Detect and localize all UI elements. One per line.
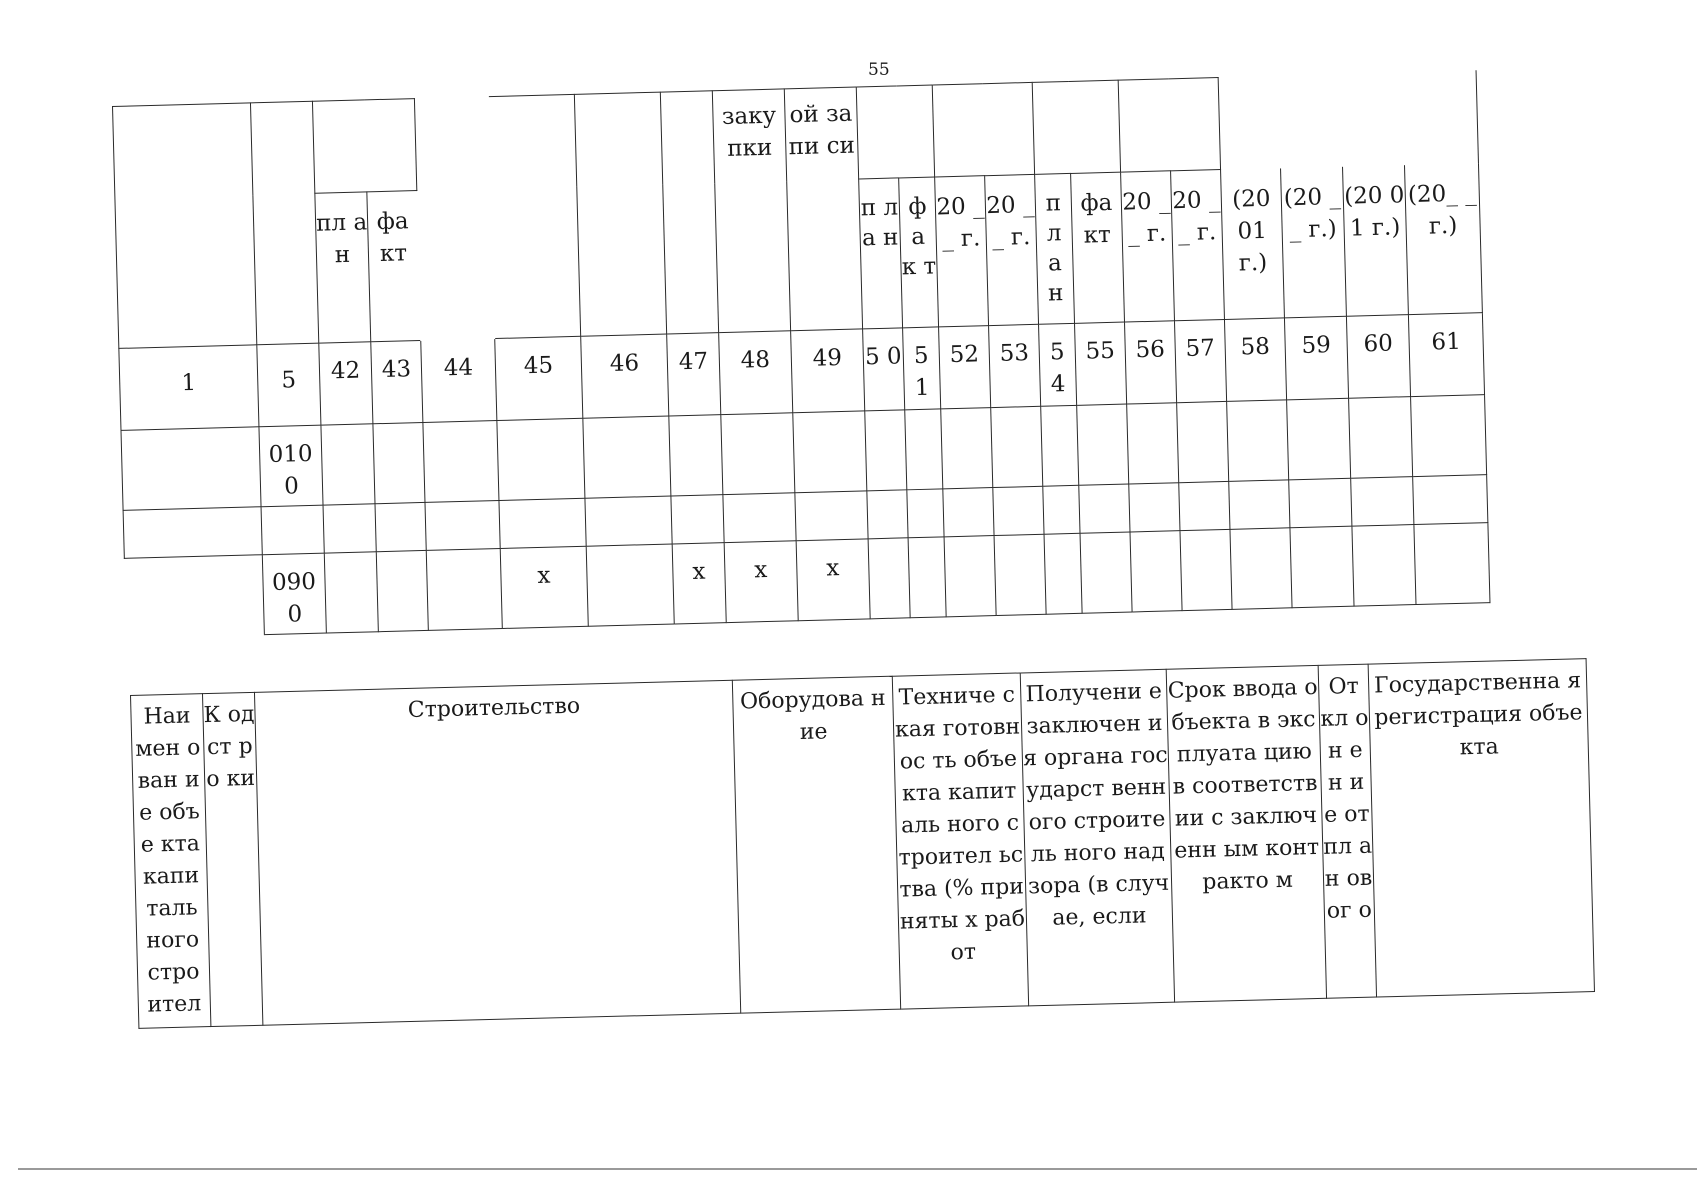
table-cell — [865, 410, 907, 491]
table-cell — [905, 409, 943, 490]
table-cell — [323, 504, 376, 553]
table-cell — [1227, 400, 1289, 482]
header-cell-42-43 — [312, 99, 416, 194]
colnum-61: 61 — [1408, 313, 1484, 397]
header-equipment: Оборудова ние — [732, 676, 900, 1013]
header-state-registration: Государственна я регистрация объекта — [1368, 659, 1594, 997]
table-cell — [121, 427, 261, 511]
colnum-56: 56 — [1125, 321, 1177, 404]
page-number: 55 — [868, 60, 890, 80]
table-cell — [1287, 398, 1351, 480]
total-mark-45: х — [500, 546, 588, 628]
table-cell — [373, 422, 425, 503]
table-cell — [1177, 401, 1229, 482]
colnum-57: 57 — [1174, 319, 1226, 402]
header-commissioning-date: Срок ввода объекта в эксплуата цию в соответств ии с заключенн ым контракто м — [1166, 665, 1326, 1002]
colnum-45: 45 — [495, 336, 583, 420]
subheader-year-58: (20 01 г.) — [1221, 168, 1285, 320]
table-cell — [793, 411, 867, 493]
table-cell — [671, 495, 724, 544]
subheader-year-61: (20_ _ г.) — [1404, 163, 1482, 315]
subheader-year-53: 20 __ г. — [985, 174, 1039, 325]
table-cell — [1041, 405, 1079, 486]
table-cell — [994, 534, 1046, 615]
table-cell — [375, 502, 426, 551]
header-cell-45 — [488, 94, 580, 338]
table-cell — [907, 489, 944, 538]
table-cell — [1411, 395, 1487, 477]
table-cell — [1351, 477, 1414, 527]
header-row-code: К од ст ро ки — [202, 692, 262, 1026]
table-cell — [1130, 531, 1182, 612]
header-cell-59 — [1278, 74, 1342, 168]
table-cell — [423, 421, 499, 503]
colnum-54: 5 4 — [1039, 323, 1077, 406]
subheader-year-60: (20 01 г.) — [1343, 165, 1409, 317]
table-cell — [1229, 480, 1290, 530]
colnum-1: 1 — [119, 345, 259, 431]
colnum-53: 53 — [989, 324, 1041, 407]
header-technical-readiness: Техниче ская готовнос ть объекта капиталь ного строител ьства (% приняты х работ — [892, 673, 1028, 1009]
table-cell — [426, 548, 502, 630]
table-cell — [1414, 523, 1490, 605]
colnum-55: 55 — [1075, 322, 1127, 405]
total-mark-47: х — [672, 543, 726, 624]
table-cell — [991, 406, 1043, 487]
table-cell — [499, 498, 586, 548]
table-cell — [993, 486, 1044, 535]
header-cell-54-55 — [1032, 80, 1120, 174]
bottom-header-row — [131, 659, 1595, 1029]
table-cell — [425, 501, 500, 551]
table-cell — [723, 493, 796, 543]
header-cell-44 — [414, 97, 494, 341]
subheader-plan-42: пл ан — [315, 192, 371, 343]
table-cell — [1127, 403, 1179, 484]
subheader-year-52: 20 __ г. — [935, 176, 989, 327]
table-cell — [585, 496, 672, 546]
header-supervision-conclusion: Получени е заключен ия органа государст венного строитель ного надзора (в случае, если — [1020, 669, 1174, 1006]
table-cell — [1129, 483, 1180, 532]
row-code-0900: 090 0 — [262, 553, 326, 635]
header-cell-46 — [574, 92, 666, 336]
table-cell — [908, 537, 946, 618]
subheader-year-57: 20 __ г. — [1171, 170, 1225, 321]
table-cell — [944, 536, 996, 617]
table-cell — [497, 418, 585, 500]
colnum-42: 42 — [319, 342, 373, 425]
colnum-46: 46 — [581, 334, 669, 418]
top-table — [112, 70, 1490, 639]
header-cell-50-51 — [856, 85, 934, 179]
subheader-year-56: 20 __ г. — [1121, 171, 1175, 322]
table-cell — [1349, 397, 1413, 479]
table-cell — [1180, 529, 1232, 610]
table-cell — [1413, 475, 1488, 525]
subheader-fakt-51: ф а к т — [899, 177, 939, 328]
header-object-name: Наи мен ован ие объе кта капи таль ного стро ител — [131, 694, 211, 1029]
header-cell-name — [113, 103, 257, 349]
table-cell — [1289, 478, 1352, 528]
table-cell — [1290, 526, 1354, 608]
subheader-fakt-43: фа кт — [367, 191, 421, 342]
subheader-plan-50: п л а н — [859, 178, 903, 329]
header-construction: Строительство — [254, 680, 740, 1025]
header-cell-52-53 — [932, 82, 1034, 177]
colnum-60: 60 — [1346, 315, 1410, 399]
colnum-49: 49 — [791, 329, 865, 413]
table-cell — [1230, 528, 1292, 610]
header-cell-47 — [660, 91, 718, 334]
table-cell — [1080, 532, 1132, 613]
table-cell — [586, 544, 674, 626]
table-cell — [324, 552, 378, 633]
header-cell-60 — [1340, 73, 1404, 167]
table-cell — [1079, 484, 1130, 533]
header-cell-56-57 — [1118, 78, 1220, 173]
table-cell — [376, 550, 428, 631]
table-cell — [941, 408, 993, 489]
table-cell — [124, 555, 264, 639]
row-code-0100: 010 0 — [259, 425, 323, 507]
subheader-fakt-55: фа кт — [1071, 172, 1125, 323]
header-cell-58 — [1218, 76, 1280, 170]
table-cell — [321, 424, 375, 505]
table-cell — [1179, 481, 1230, 530]
total-mark-48: х — [724, 541, 798, 623]
table-cell — [867, 490, 908, 539]
colnum-47: 47 — [667, 333, 721, 416]
table-cell — [1044, 533, 1082, 614]
colnum-59: 59 — [1284, 316, 1348, 400]
header-cell-zakupki: заку пки — [712, 89, 790, 333]
table-cell — [583, 416, 671, 498]
header-cell-zapisi: ой запи си — [784, 87, 862, 331]
table-cell — [123, 507, 262, 559]
colnum-52: 52 — [939, 326, 991, 409]
bottom-header-table — [130, 658, 1595, 1029]
table-cell — [261, 505, 324, 555]
header-cell-61 — [1402, 71, 1478, 165]
table-cell — [1077, 404, 1129, 485]
header-deviation: От кл он ен ие от пл ан ов ог о — [1318, 664, 1376, 998]
colnum-5: 5 — [257, 343, 321, 427]
colnum-48: 48 — [719, 331, 793, 415]
table-cell — [795, 491, 868, 541]
page-bottom-rule — [18, 1168, 1697, 1170]
colnum-51: 5 1 — [903, 327, 941, 410]
header-cell-code — [250, 101, 318, 345]
colnum-43: 43 — [371, 340, 423, 423]
table-cell — [943, 488, 994, 537]
table-cell — [868, 538, 910, 619]
colnum-44: 44 — [421, 339, 497, 423]
table-cell — [721, 413, 795, 495]
table-cell — [669, 415, 723, 496]
table-cell — [1043, 485, 1080, 534]
subheader-plan-54: п л а н — [1035, 173, 1075, 324]
total-mark-49: х — [796, 539, 870, 621]
colnum-50: 5 0 — [863, 328, 905, 411]
colnum-58: 58 — [1224, 318, 1286, 402]
table-cell — [1352, 525, 1416, 607]
subheader-year-59: (20 __ г.) — [1281, 166, 1347, 318]
